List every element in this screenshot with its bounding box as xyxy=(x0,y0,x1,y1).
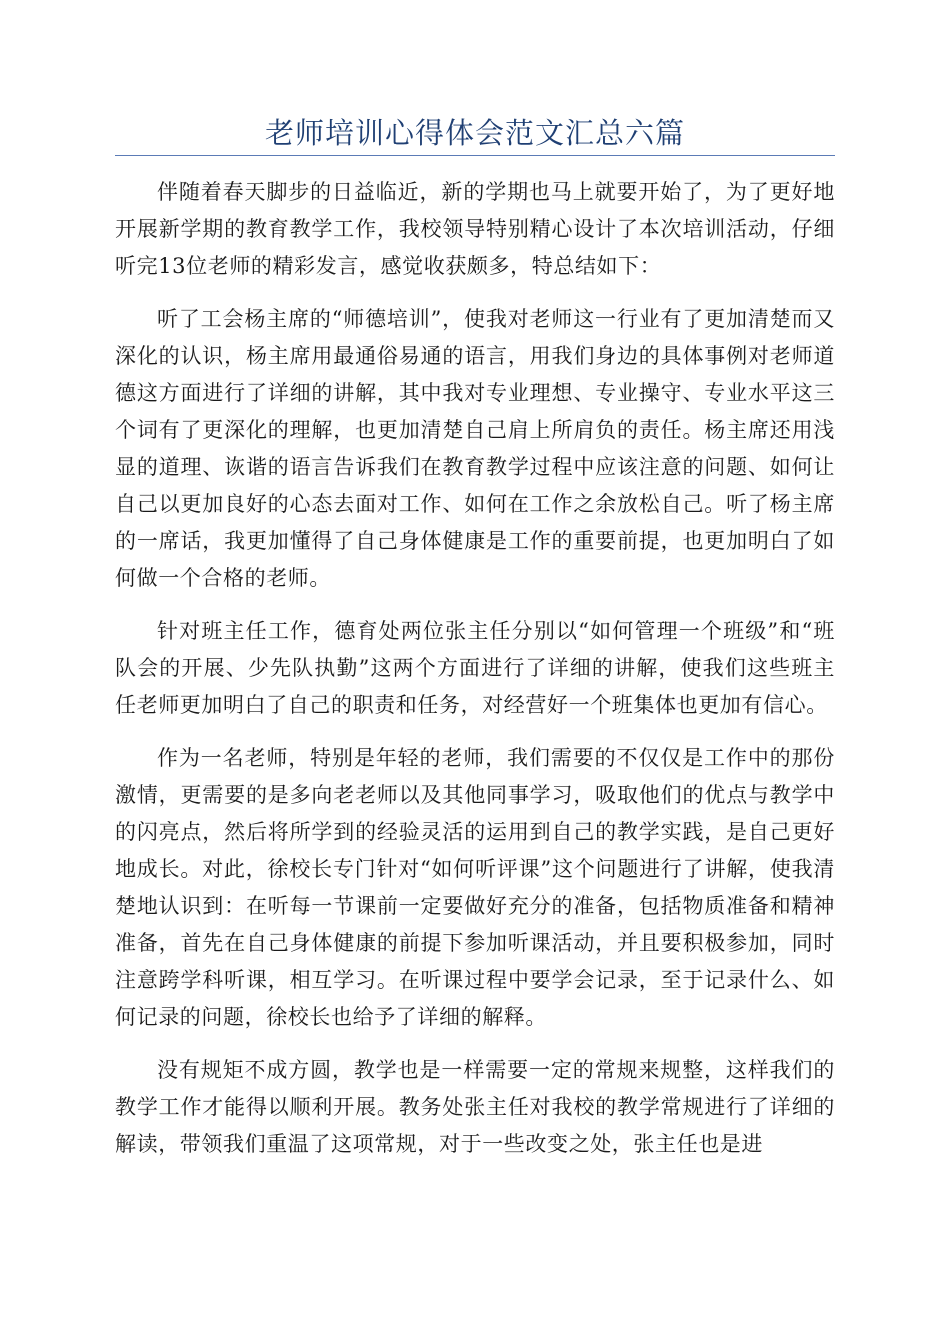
document-title: 老师培训心得体会范文汇总六篇 xyxy=(264,116,685,150)
paragraph-teaching-routine: 没有规矩不成方圆，教学也是一样需要一定的常规来规整，这样我们的教学工作才能得以顺利开展。教务处张主任对我校的教学常规进行了详细的解读，带领我们重温了这项常规，对于一些改变之处，张主任也是进 xyxy=(115,1058,835,1156)
paragraph-ethics-training: 听了工会杨主席的“师德培训”，使我对老师这一行业有了更加清楚而又深化的认识，杨主席用最通俗易通的语言，用我们身边的具体事例对老师道德这方面进行了详细的讲解，其中我对专业理想、专业操守、专业水平这三个词有了更深化的理解，也更加清楚自己肩上所肩负的责任。杨主席还用浅显的道理、诙谐的语言告诉我们在教育教学过程中应该注意的问题、如何让自己以更加良好的心态去面对工作、如何在工作之余放松自己。听了杨主席的一席话，我更加懂得了自己身体健康是工作的重要前提，也更加明白了如何做一个合格的老师。 xyxy=(115,307,835,590)
paragraph-class-teacher: 针对班主任工作，德育处两位张主任分别以“如何管理一个班级”和“班队会的开展、少先队执勤”这两个方面进行了详细的讲解，使我们这些班主任老师更加明白了自己的职责和任务，对经营好一个班集体也更加有信心。 xyxy=(115,619,835,717)
title-underline xyxy=(115,155,835,156)
document-body xyxy=(115,174,835,1179)
paragraph-intro: 伴随着春天脚步的日益临近，新的学期也马上就要开始了，为了更好地开展新学期的教育教学工作，我校领导特别精心设计了本次培训活动，仔细听完13位老师的精彩发言，感觉收获颇多，特总结如下： xyxy=(115,180,835,278)
paragraph-lesson-observation: 作为一名老师，特别是年轻的老师，我们需要的不仅仅是工作中的那份激情，更需要的是多向老老师以及其他同事学习，吸取他们的优点与教学中的闪亮点，然后将所学到的经验灵活的运用到自己的教学实践，是自己更好地成长。对此，徐校长专门针对“如何听评课”这个问题进行了讲解，使我清楚地认识到：在听每一节课前一定要做好充分的准备，包括物质准备和精神准备，首先在自己身体健康的前提下参加听课活动，并且要积极参加，同时注意跨学科听课，相互学习。在听课过程中要学会记录，至于记录什么、如何记录的问题，徐校长也给予了详细的解释。 xyxy=(115,746,835,1029)
